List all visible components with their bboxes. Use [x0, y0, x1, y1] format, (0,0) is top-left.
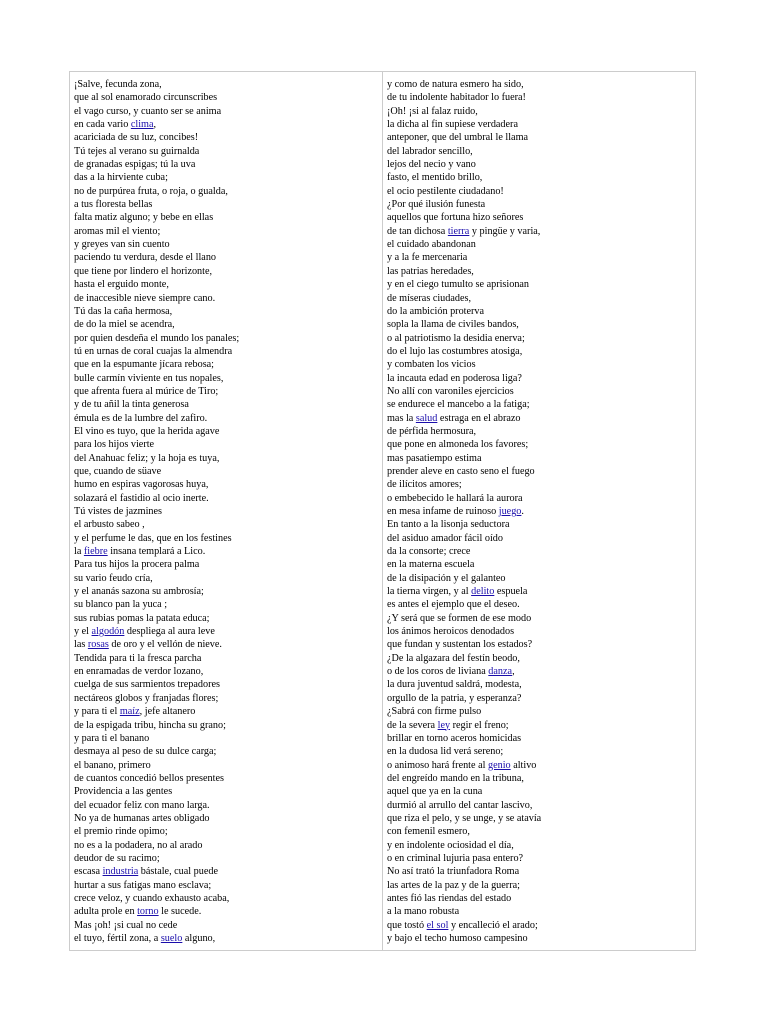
poem-line: No allí con varoniles ejercicios [387, 385, 514, 397]
poem-line-text: altivo [510, 759, 537, 771]
wiki-link[interactable]: ley [437, 719, 451, 731]
poem-line-text: insana templará a Lico. [107, 546, 206, 558]
poem-line: en la dudosa lid verá sereno; [387, 746, 504, 758]
poem-line: a tus floresta bellas [74, 199, 153, 211]
poem-line: paciendo tu verdura, desde el llano [74, 252, 217, 264]
poem-line-text: espuela [494, 586, 528, 598]
poem-line: con femenil esmero, [387, 826, 470, 838]
poem-line: el cuidado abandonan [387, 239, 476, 251]
poem-line-text: o animoso hará frente al [387, 759, 488, 771]
wiki-link[interactable]: salud [415, 412, 438, 424]
poem-line: de la disipación y el galanteo [387, 572, 506, 584]
poem-line: las artes de la paz y de la guerra; [387, 879, 520, 891]
poem-line: El vino es tuyo, que la herida agave [74, 425, 220, 437]
poem-line: y en el ciego tumulto se aprisionan [387, 279, 530, 291]
poem-line [74, 705, 382, 718]
poem-line: los ánimos heroicos denodados [387, 626, 515, 638]
poem-line-text: y pingüe y varia, [469, 225, 541, 237]
wiki-link[interactable]: algodón [91, 626, 125, 638]
poem-line: o al patriotismo la desidia enerva; [387, 332, 525, 344]
poem-line: y para ti el banano [74, 732, 150, 744]
poem-line: la dicha al fin supiese verdadera [387, 119, 518, 131]
poem-line: sus rubias pomas la patata educa; [74, 612, 210, 624]
poem-line: para los hijos vierte [74, 439, 155, 451]
poem-line: bulle carmín viviente en tus nopales, [74, 372, 224, 384]
poem-line: la dura juventud saldrá, modesta, [387, 679, 522, 691]
poem-line: el vago curso, y cuanto ser se anima [74, 105, 222, 117]
poem-column-left [70, 72, 383, 950]
poem-line: de tu indolente habitador lo fuera! [387, 92, 526, 104]
wiki-link[interactable]: torno [137, 906, 159, 918]
poem-line: tú en urnas de coral cuajas la almendra [74, 345, 233, 357]
poem-line: orgullo de la patria, y esperanza? [387, 692, 522, 704]
poem-line: do la ambición proterva [387, 305, 485, 317]
poem-line-text: mas la [387, 412, 416, 424]
poem-line-text: bástale, cual puede [138, 866, 218, 878]
poem-line-text: o de los coros de liviana [387, 666, 489, 678]
poem-line: das a la hirviente cuba; [74, 172, 168, 184]
poem-table [69, 71, 696, 951]
poem-line-text: la [74, 546, 84, 558]
poem-line: de ilícitos amores; [387, 479, 462, 491]
poem-line-text: alguno, [182, 933, 216, 944]
poem-line [387, 505, 695, 518]
poem-line: No ya de humanas artes obligado [74, 812, 210, 824]
poem-line: o en criminal lujuria pasa entero? [387, 852, 524, 864]
poem-line: de do la miel se acendra, [74, 319, 175, 331]
wiki-link[interactable]: danza [488, 666, 513, 678]
poem-line: del labrador sencillo, [387, 145, 473, 157]
poem-line: de pérfida hermosura, [387, 425, 477, 437]
poem-line: y como de natura esmero ha sido, [387, 79, 524, 90]
poem-line: no es a la podadera, no al arado [74, 839, 203, 851]
poem-line: que pone en almoneda los favores; [387, 439, 529, 451]
poem-line: y combaten los vicios [387, 359, 476, 371]
poem-line: ¡Oh! ¡si al falaz ruido, [387, 105, 478, 117]
poem-line [74, 545, 382, 558]
poem-line [74, 625, 382, 638]
poem-line: Providencia a las gentes [74, 786, 173, 798]
poem-line-text: , [153, 119, 157, 131]
wiki-link[interactable]: clima [130, 119, 154, 131]
poem-line-text: estraga en el abrazo [437, 412, 521, 424]
poem-line-text: despliega al aura leve [124, 626, 215, 638]
wiki-link[interactable]: rosas [87, 639, 109, 651]
poem-line: anteponer, que del umbral le llama [387, 132, 529, 144]
wiki-link[interactable]: tierra [447, 225, 470, 237]
poem-line: en enramadas de verdor lozano, [74, 666, 204, 678]
wiki-link[interactable]: fiebre [83, 546, 108, 558]
poem-line: Tú vistes de jazmines [74, 506, 162, 517]
poem-line: las patrias heredades, [387, 265, 474, 277]
poem-line: ¿Sabrá con firme pulso [387, 706, 482, 718]
poem-line: aromas mil el viento; [74, 225, 161, 237]
poem-line: que fundan y sustentan los estados? [387, 639, 533, 651]
wiki-link[interactable]: delito [471, 586, 495, 598]
poem-line [387, 412, 695, 425]
poem-line: en la materna escuela [387, 559, 475, 571]
poem-line: desmaya al peso de su dulce carga; [74, 746, 217, 758]
poem-line: brillar en torno aceros homicidas [387, 732, 522, 744]
poem-line: de inaccesible nieve siempre cano. [74, 292, 216, 304]
poem-line [74, 638, 382, 651]
poem-column-right [383, 72, 695, 950]
poem-line: que riza el pelo, y se unge, y se atavía [387, 812, 542, 824]
poem-line: ¿Y será que se formen de ese modo [387, 612, 532, 624]
poem-line-text: y el [74, 626, 92, 638]
poem-line: ¿Por qué ilusión funesta [387, 199, 486, 211]
poem-line: acariciada de su luz, concibes! [74, 132, 199, 144]
poem-line: Tendida para ti la fresca parcha [74, 652, 202, 664]
wiki-link[interactable]: genio [488, 759, 511, 771]
poem-line: émula es de la lumbre del zafiro. [74, 412, 208, 424]
poem-line: que afrenta fuera al múrice de Tiro; [74, 385, 219, 397]
poem-line: cuelga de sus sarmientos trepadores [74, 679, 220, 691]
poem-line-text: , [512, 666, 515, 678]
poem-line [74, 865, 382, 878]
poem-line: Tú tejes al verano su guirnalda [74, 145, 200, 157]
poem-line: la incauta edad en poderosa liga? [387, 372, 522, 384]
poem-line-text: las [74, 639, 88, 651]
poem-line: que tiene por lindero el horizonte, [74, 265, 213, 277]
poem-line: y de tu añil la tinta generosa [74, 399, 189, 411]
poem-line-text: y para ti el [74, 706, 120, 718]
poem-line: se endurece el mancebo a la fatiga; [387, 399, 530, 411]
poem-line-text: de oro y el vellón de nieve. [108, 639, 222, 651]
poem-line: del engreído mando en la tribuna, [387, 772, 524, 784]
poem-line: Para tus hijos la procera palma [74, 559, 200, 571]
poem-line-text: , jefe altanero [139, 706, 196, 718]
poem-line-text: en cada vario [74, 119, 131, 131]
poem-line: antes fió las riendas del estado [387, 892, 512, 904]
poem-line: En tanto a la lisonja seductora [387, 519, 510, 531]
poem-line: el arbusto sabeo , [74, 519, 145, 531]
poem-line [387, 225, 695, 238]
poem-line: sopla la llama de civiles bandos, [387, 319, 519, 331]
poem-line: el ocio pestilente ciudadano! [387, 185, 504, 197]
poem-line: Mas ¡oh! ¡si cual no cede [74, 919, 178, 931]
poem-line: que, cuando de süave [74, 465, 162, 477]
poem-line: Tú das la caña hermosa, [74, 305, 173, 317]
poem-line: lejos del necio y vano [387, 159, 476, 171]
poem-line [387, 759, 695, 772]
poem-line-text: adulta prole en [74, 906, 138, 918]
poem-line: ¡Salve, fecunda zona, [74, 79, 162, 90]
poem-line: del asiduo amador fácil oído [387, 532, 503, 544]
poem-line: durmió al arrullo del cantar lascivo, [387, 799, 533, 811]
poem-line: crece veloz, y cuando exhausto acaba, [74, 892, 230, 904]
poem-line-text: regir el freno; [450, 719, 509, 731]
poem-line: de granadas espigas; tú la uva [74, 159, 196, 171]
poem-line-text: le sucede. [158, 906, 202, 918]
poem-line: y el perfume le das, que en los festines [74, 532, 232, 544]
poem-line-text: de tan dichosa [387, 225, 448, 237]
poem-line: fasto, el mentido brillo, [387, 172, 483, 184]
poem-line [387, 665, 695, 678]
poem-line: ¿De la algazara del festín beodo, [387, 652, 520, 664]
poem-line-text: y encalleció el arado; [448, 919, 538, 931]
poem-line-text: el tuyo, fértil zona, a [74, 933, 161, 944]
wiki-link[interactable]: suelo [160, 933, 183, 944]
poem-line: y en indolente ociosidad el día, [387, 839, 514, 851]
poem-line: a la mano robusta [387, 906, 460, 918]
poem-line: da la consorte; crece [387, 546, 471, 558]
poem-line: no de purpúrea fruta, o roja, o gualda, [74, 185, 228, 197]
poem-line: de la espigada tribu, hincha su grano; [74, 719, 226, 731]
poem-line: y el ananás sazona su ambrosía; [74, 586, 204, 598]
poem-line: y greyes van sin cuento [74, 239, 170, 251]
poem-line [387, 719, 695, 732]
poem-line: el banano, primero [74, 759, 151, 771]
poem-line-text: la tierna virgen, y al [387, 586, 472, 598]
poem-line: aquellos que fortuna hizo señores [387, 212, 524, 224]
poem-line: humo en espiras vagorosas huya, [74, 479, 209, 491]
poem-line: su vario feudo cría, [74, 572, 153, 584]
poem-line: hasta el erguido monte, [74, 279, 169, 291]
poem-line-text: que tostó [387, 919, 427, 931]
poem-line: de míseras ciudades, [387, 292, 472, 304]
poem-line [74, 118, 382, 131]
poem-line: deudor de su racimo; [74, 852, 160, 864]
poem-line: falta matiz alguno; y bebe en ellas [74, 212, 214, 224]
poem-line [74, 905, 382, 918]
poem-line: No así trató la triunfadora Roma [387, 866, 520, 878]
poem-line: su blanco pan la yuca ; [74, 599, 168, 611]
poem-line-text: . [521, 506, 524, 517]
wiki-link[interactable]: el sol [426, 919, 449, 931]
poem-line: aquel que ya en la cuna [387, 786, 483, 798]
wiki-link[interactable]: maíz [119, 706, 140, 718]
poem-line-text: en mesa infame de ruinoso [387, 506, 499, 517]
poem-line [74, 932, 382, 945]
poem-line: o embebecido le hallará la aurora [387, 492, 523, 504]
poem-line: hurtar a sus fatigas mano esclava; [74, 879, 212, 891]
poem-line: nectáreos globos y franjadas flores; [74, 692, 219, 704]
poem-line-text: de la severa [387, 719, 438, 731]
poem-line: mas pasatiempo estima [387, 452, 482, 464]
poem-line: do el lujo las costumbres atosiga, [387, 345, 523, 357]
poem-line: del Anahuac feliz; y la hoja es tuya, [74, 452, 220, 464]
poem-line: solazará el fastidio al ocio inerte. [74, 492, 209, 504]
poem-line [387, 585, 695, 598]
wiki-link[interactable]: industria [102, 866, 139, 878]
poem-line: y a la fe mercenaria [387, 252, 468, 264]
poem-line: el premio rinde opimo; [74, 826, 168, 838]
poem-line: por quien desdeña el mundo los panales; [74, 332, 240, 344]
poem-line: es antes el ejemplo que el deseo. [387, 599, 520, 611]
poem-line: del ecuador feliz con mano larga. [74, 799, 210, 811]
poem-line-text: escasa [74, 866, 103, 878]
poem-line: que al sol enamorado circunscribes [74, 92, 218, 104]
poem-line: que en la espumante jícara rebosa; [74, 359, 215, 371]
poem-line: y bajo el techo humoso campesino [387, 933, 528, 944]
poem-line [387, 919, 695, 932]
poem-line: prender aleve en casto seno el fuego [387, 465, 535, 477]
poem-line: de cuantos concedió bellos presentes [74, 772, 224, 784]
wiki-link[interactable]: juego [498, 506, 522, 517]
